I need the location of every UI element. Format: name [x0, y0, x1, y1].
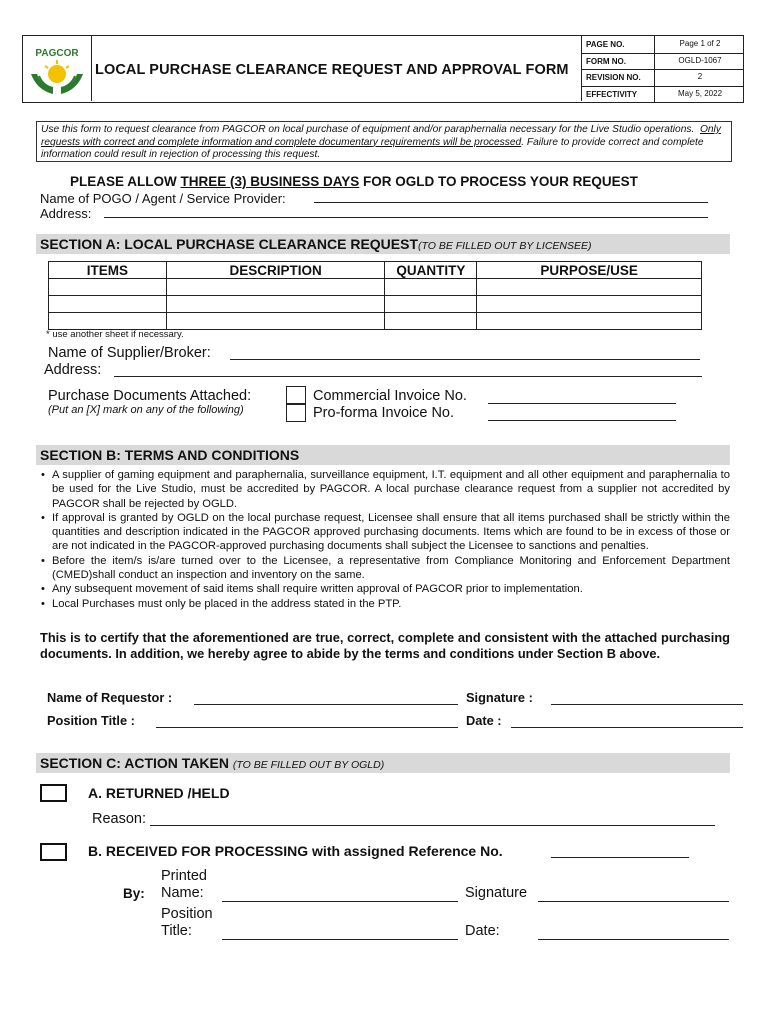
section-c-title: SECTION C: ACTION TAKEN [40, 755, 229, 771]
provider-name-label: Name of POGO / Agent / Service Provider: [40, 191, 286, 206]
received-checkbox[interactable] [40, 843, 67, 861]
table-cell[interactable] [385, 296, 477, 313]
proforma-invoice-checkbox[interactable] [286, 404, 306, 422]
col-description: DESCRIPTION [166, 262, 385, 279]
section-b-title: SECTION B: TERMS AND CONDITIONS [40, 447, 300, 463]
returned-held-label: A. RETURNED /HELD [88, 785, 230, 801]
provider-address-field[interactable] [104, 217, 708, 218]
certification-statement: This is to certify that the aforementioned are true, correct, complete and consistent with the attached purchasing documents. In addition, we hereby agree to abide by the terms and conditions under Section B above. [40, 630, 730, 661]
table-header-row [49, 262, 702, 279]
list-item: • A supplier of gaming equipment and paraphernalia, surveillance equipment, I.T. equipment and all other equipment and paraphernalia to be used for the Live Studio, must be accredited by PAGCOR. A local purchase clearance request from a supplier not accredited by PAGCOR shall be rejected by OGLD. [52, 468, 730, 511]
table-cell[interactable] [385, 279, 477, 296]
commercial-invoice-label: Commercial Invoice No. [313, 388, 467, 404]
col-purpose: PURPOSE/USE [477, 262, 702, 279]
documents-label: Purchase Documents Attached: [48, 388, 252, 404]
meta-row [582, 53, 744, 71]
provider-name-field[interactable] [314, 202, 708, 203]
position-title-field[interactable] [156, 727, 458, 728]
form-meta-table [581, 36, 744, 101]
col-quantity: QUANTITY [385, 262, 477, 279]
table-row [49, 279, 702, 296]
provider-address-label: Address: [40, 206, 92, 221]
meta-value: May 5, 2022 [654, 86, 745, 103]
requestor-date-label: Date : [466, 713, 502, 728]
section-a-title: SECTION A: LOCAL PURCHASE CLEARANCE REQUEST [40, 236, 419, 252]
meta-row [582, 86, 744, 103]
list-item: • Local Purchases must only be placed in the address stated in the PTP. [52, 597, 730, 611]
requestor-name-label: Name of Requestor : [47, 690, 173, 705]
table-footnote: * use another sheet if necessary. [46, 329, 184, 340]
commercial-invoice-checkbox[interactable] [286, 386, 306, 404]
meta-key: REVISION NO. [586, 73, 641, 82]
table-cell[interactable] [166, 296, 385, 313]
table-row [49, 296, 702, 313]
table-cell[interactable] [49, 296, 167, 313]
received-label: B. RECEIVED FOR PROCESSING with assigned Reference No. [88, 843, 503, 859]
notice-text-end: FOR OGLD TO PROCESS YOUR REQUEST [359, 174, 638, 189]
list-item: • Before the item/s is/are turned over to the Licensee, a representative from Compliance Monitoring and Enforcement Department (CMED)shall conduct an inspection and inventory on the same. [52, 554, 730, 583]
table-cell[interactable] [49, 313, 167, 330]
table-row [49, 313, 702, 330]
instructions-box [36, 121, 732, 162]
processing-notice [70, 174, 638, 189]
section-b-header [36, 445, 730, 465]
meta-key: PAGE NO. [586, 40, 625, 49]
supplier-address-field[interactable] [114, 376, 702, 377]
supplier-name-field[interactable] [230, 359, 700, 360]
name-label: Name: [161, 885, 204, 901]
position-label: Position [161, 906, 213, 922]
table-cell[interactable] [49, 279, 167, 296]
terms-list [40, 468, 730, 611]
table-cell[interactable] [166, 279, 385, 296]
ogld-date-label: Date: [465, 923, 500, 939]
notice-days: THREE (3) BUSINESS DAYS [180, 174, 360, 189]
reference-no-field[interactable] [551, 857, 689, 858]
intro-text-end: . Failure to provide correct and complete information could result in rejection of processing this request. [41, 136, 704, 160]
section-c-header [36, 753, 730, 773]
section-c-note: (TO BE FILLED OUT BY OGLD) [232, 759, 385, 771]
logo-text: PAGCOR [35, 48, 79, 59]
list-item: • Any subsequent movement of said items shall require written approval of PAGCOR prior to implementation. [52, 582, 730, 596]
reason-label: Reason: [92, 811, 147, 827]
ogld-signature-field[interactable] [538, 901, 729, 902]
table-cell[interactable] [166, 313, 385, 330]
supplier-name-label: Name of Supplier/Broker: [48, 345, 211, 361]
printed-label: Printed [161, 868, 207, 884]
meta-value: OGLD-1067 [654, 53, 745, 70]
table-cell[interactable] [477, 296, 702, 313]
proforma-invoice-label: Pro-forma Invoice No. [313, 405, 455, 421]
col-items: ITEMS [49, 262, 167, 279]
requestor-name-field[interactable] [194, 704, 458, 705]
by-label: By: [123, 886, 145, 901]
form-title: LOCAL PURCHASE CLEARANCE REQUEST AND APPROVAL FORM [95, 62, 569, 78]
pagcor-logo [23, 36, 92, 101]
requestor-date-field[interactable] [511, 727, 743, 728]
notice-text: PLEASE ALLOW [70, 174, 181, 189]
meta-value: Page 1 of 2 [654, 36, 745, 53]
section-a-header [36, 234, 730, 254]
ogld-signature-label: Signature [465, 885, 528, 901]
form-header [22, 35, 744, 103]
meta-row [582, 69, 744, 87]
requestor-signature-label: Signature : [466, 690, 533, 705]
table-cell[interactable] [477, 279, 702, 296]
reason-field[interactable] [150, 825, 715, 826]
meta-value: 2 [654, 69, 745, 86]
requestor-signature-field[interactable] [551, 704, 743, 705]
meta-key: FORM NO. [586, 56, 626, 66]
title-label: Title: [161, 923, 192, 939]
section-a-note: (TO BE FILLED OUT BY LICENSEE) [418, 240, 592, 252]
table-cell[interactable] [385, 313, 477, 330]
proforma-invoice-field[interactable] [488, 420, 676, 421]
position-title-c-field[interactable] [222, 939, 458, 940]
intro-text: Use this form to request clearance from PAGCOR on local purchase of equipment and/or paraphernalia necessary for the Live Studio operations. [41, 124, 695, 135]
position-title-label: Position Title : [47, 713, 135, 728]
documents-hint: (Put an [X] mark on any of the following) [48, 404, 244, 416]
meta-row [582, 36, 744, 54]
intro-emphasis: Only requests with correct and complete information and complete documentary requirements will be processed [41, 124, 721, 148]
table-cell[interactable] [477, 313, 702, 330]
commercial-invoice-field[interactable] [488, 403, 676, 404]
ogld-date-field[interactable] [538, 939, 729, 940]
list-item: • If approval is granted by OGLD on the local purchase request, Licensee shall ensure that all items purchased shall be strictly within the quantities and description indicated in the PAGCOR approved purchasing documents. Items which are found to be in excess of those or are not indicated in the PAGCOR-approved purchasing documents shall subject the Licensee to sanctions and penalties. [52, 511, 730, 554]
returned-held-checkbox[interactable] [40, 784, 67, 802]
printed-name-field[interactable] [222, 901, 458, 902]
meta-key: EFFECTIVITY [586, 89, 638, 99]
supplier-address-label: Address: [44, 362, 102, 378]
items-table [48, 261, 702, 330]
